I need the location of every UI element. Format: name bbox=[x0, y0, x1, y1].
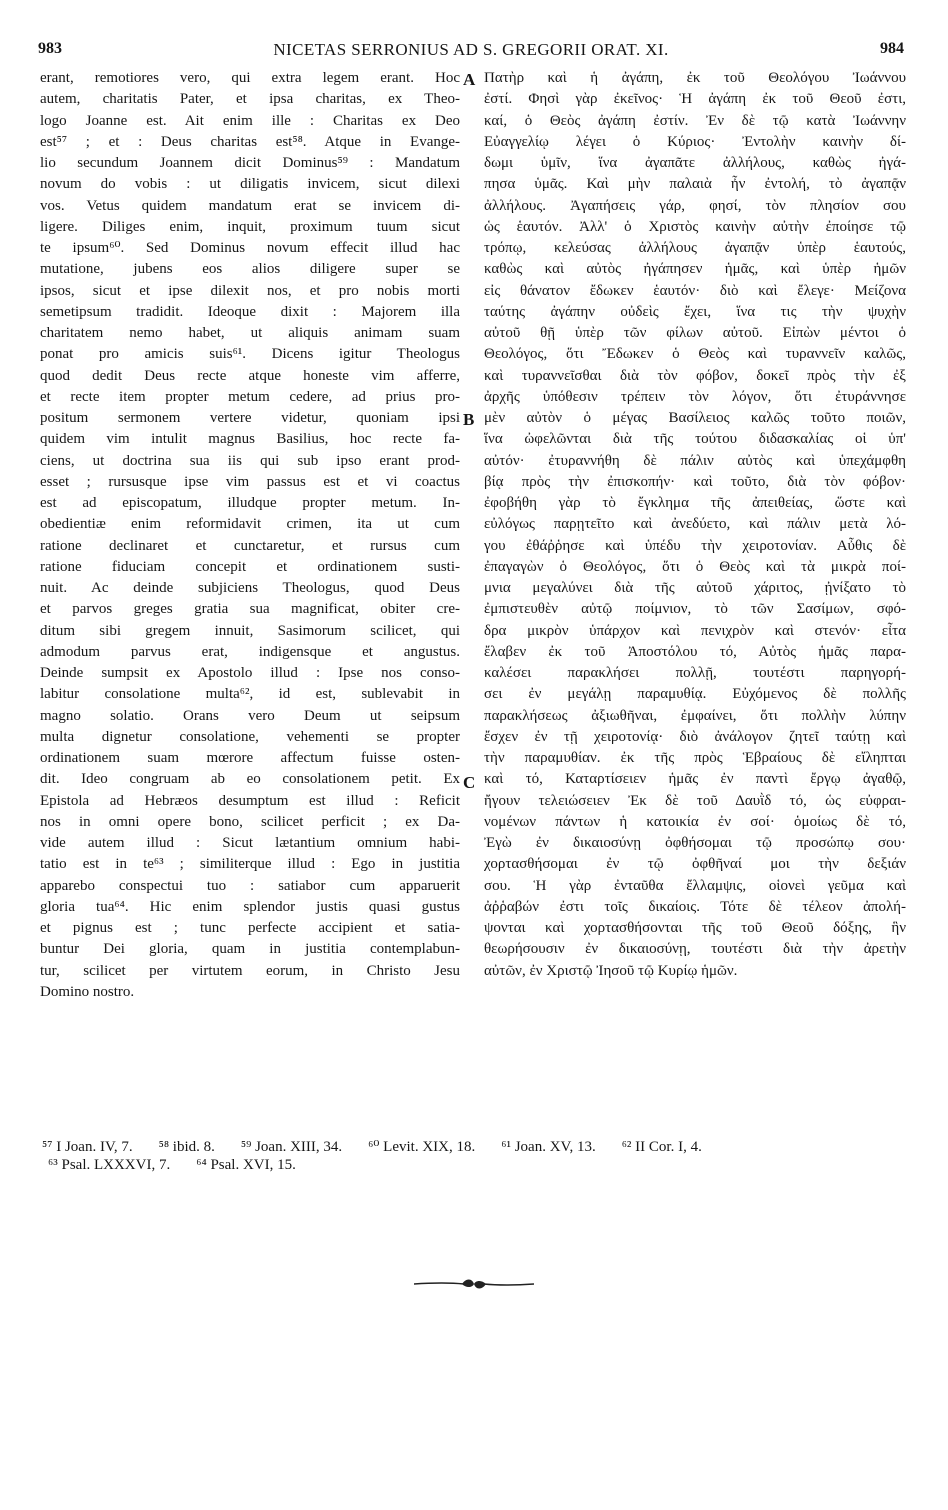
text-line: Epistola ad Hebræos desumptum est illud : Reficit bbox=[40, 792, 460, 809]
text-line: θεωρήσουσιν ἐν δικαιοσύνῃ, τουτέστι διὰ τὴν ἀρετὴν bbox=[484, 941, 906, 958]
footnote: ⁶³ Psal. LXXXVI, 7. bbox=[48, 1157, 171, 1173]
text-line: εἰς θάνατον ἔδωκεν ἑαυτόν· διὸ καὶ ἔλεγε· Μείζονα bbox=[484, 282, 906, 299]
text-line: αὐτῶν, ἐν Χριστῷ Ἰησοῦ τῷ Κυρίῳ ἡμῶν. bbox=[484, 962, 738, 979]
text-line: nuit. Ac deinde subjiciens Theologus, quod Deus bbox=[40, 580, 460, 596]
text-line: ἵνα ὠφελῶνται διὰ τῆς τούτου διδασκαλίας οἱ ὑπ' bbox=[484, 431, 906, 448]
text-line: σει ἐν μεγάλῃ παραμυθίᾳ. Εὐχόμενος δὲ πολλῆς bbox=[484, 686, 906, 703]
greek-column bbox=[484, 68, 906, 982]
text-line: lio secundum Joannem dicit Dominus⁵⁹ : Mandatum bbox=[40, 155, 460, 171]
text-line: Ἐγὼ ἐν δικαιοσύνῃ ὀφθήσομαι τῷ προσώπῳ σου· bbox=[484, 835, 906, 851]
text-line: ordinationem suam mœrore affectum fuisse osten- bbox=[40, 750, 460, 766]
text-line: tatio est in te⁶³ ; similiterque illud : Ego in justitia bbox=[40, 856, 460, 873]
text-line: Πατὴρ καὶ ἡ ἀγάπη, ἐκ τοῦ Θεολόγου Ἰωάννου bbox=[484, 70, 906, 86]
text-line: καί, ὁ Θεὸς ἀγάπη ἐστίν. Ἐν δὲ τῷ κατὰ Ἰωάννην bbox=[484, 112, 906, 129]
text-line: μνια μεγαλύνει διὰ τῆς αὐτοῦ χάριτος, ᾐνίξατο τὸ bbox=[484, 580, 906, 596]
text-line: ratione declinaret et cunctaretur, et rursus cum bbox=[40, 537, 460, 554]
text-line: ditum sibi gregem innuit, Sasimorum scilicet, qui bbox=[40, 622, 460, 639]
footnotes bbox=[42, 1138, 904, 1174]
text-line: dit. Ideo congruam ab eo consolationem petit. Ex bbox=[40, 771, 460, 788]
text-line: ligere. Diliges enim, inquit, proximum tuum sicut bbox=[40, 218, 460, 235]
footnote: ⁶¹ Joan. XV, 13. bbox=[501, 1139, 596, 1155]
text-line: ratione fiduciam concepit et ordinationem susti- bbox=[40, 558, 460, 575]
latin-column bbox=[40, 68, 460, 1003]
text-line: ψονται καὶ χορτασθήσονται τῆς τοῦ Θεοῦ δόξης, ἣν bbox=[484, 920, 906, 936]
text-line: multa dignetur consolatione, vehementi se propter bbox=[40, 728, 460, 745]
text-line: et parvos greges gratia sua magnificat, obiter cre- bbox=[40, 601, 460, 618]
text-line: μὲν αὐτὸν ὁ μέγας Βασίλειος καλῶς τοῦτο ποιῶν, bbox=[484, 410, 906, 426]
text-line: ἀλλήλους. Ἀγαπήσεις γάρ, φησί, τὸν πλησίον σου bbox=[484, 197, 906, 214]
text-line: ἤγουν τελειώσειεν Ἐκ δὲ τοῦ Δαυῒδ τό, ὡς εὐφραι- bbox=[484, 792, 906, 809]
text-line: δωμι ὑμῖν, ἵνα ἀγαπᾶτε ἀλλήλους, καθὼς ἠγά- bbox=[484, 155, 906, 171]
text-line: gloria tua⁶⁴. Hic enim splendor justis quasi gustus bbox=[40, 898, 460, 915]
footnote-line bbox=[42, 1138, 904, 1156]
text-line: εὐλόγως παρῃτεῖτο καὶ ἀνεδύετο, καὶ πάλιν μετὰ λό- bbox=[484, 516, 906, 533]
text-line: παρακλήσεως ἀξιωθῆναι, ἐμφαίνει, ὅτι πολλὴν λύπην bbox=[484, 707, 906, 724]
text-line: erant, remotiores vero, qui extra legem erant. Hoc bbox=[40, 70, 460, 86]
text-line: βίᾳ πρὸς τὴν ἐπισκοπήν· καὶ τοῦτο, διὰ τὸν φόβον· bbox=[484, 473, 906, 490]
text-line: ipsos, sicut et ipse dilexit nos, et pro nobis morti bbox=[40, 282, 460, 299]
text-line: labitur consolatione multa⁶², id est, sublevabit in bbox=[40, 686, 460, 703]
footnote: ⁵⁹ Joan. XIII, 34. bbox=[240, 1139, 343, 1155]
left-page-number: 983 bbox=[38, 40, 62, 57]
text-line: ἔσχεν ἐν τῇ χειροτονίᾳ· διὸ ἀνάλογον ζητεῖ ταύτῃ καὶ bbox=[484, 728, 906, 745]
footnote: ⁵⁸ ibid. 8. bbox=[158, 1139, 215, 1155]
text-line: ὡς ἑαυτόν. Ἀλλ' ὁ Χριστὸς καινὴν αὐτὴν ἐποίησε τῷ bbox=[484, 218, 906, 235]
text-line: te ipsum⁶⁰. Sed Dominus novum effecit illud hac bbox=[40, 240, 460, 256]
text-line: δρα μικρὸν ὑπάρχον καὶ πενιχρὸν καὶ στενόν· εἶτα bbox=[484, 622, 906, 639]
footnote: ⁵⁷ I Joan. IV, 7. bbox=[42, 1139, 133, 1155]
text-line: ταύτης ἀγάπην οὐδεὶς ἔχει, ἵνα τις τὴν ψυχὴν bbox=[484, 303, 906, 320]
text-line: ἐφοβήθη γὰρ τὸ ἔγκλημα τῆς ἀπειθείας, ὥστε καὶ bbox=[484, 495, 906, 511]
text-line: positum sermonem vertere videtur, quoniam ipsi bbox=[40, 410, 460, 426]
text-line: Θεολόγος, ὅτι Ἔδωκεν ὁ Θεὸς καὶ τυραννεῖν καλῶς, bbox=[484, 346, 906, 363]
text-line: charitatem nemo habet, ut aliquis animam suam bbox=[40, 325, 460, 341]
text-line: καλέσει παρακλήσει πολλῇ, τουτέστι παρηγορή- bbox=[484, 665, 906, 681]
text-line: αὐτόν· ἐτυραννήθη δὲ πάλιν αὐτὸς καὶ ὑπεχάμφθη bbox=[484, 452, 906, 469]
text-line: Domino nostro. bbox=[40, 983, 135, 1000]
text-line: καὶ τυραννεῖσθαι διὰ τὸν φόβον, δοκεῖ πρὸς τὴν ἐξ bbox=[484, 367, 906, 384]
text-line: πησα ὑμᾶς. Καὶ μὴν παλαιὰ ἦν ἐντολή, τὸ ἀγαπᾷν bbox=[484, 176, 906, 193]
text-line: vos. Vetus quidem mandatum erat se invicem di- bbox=[40, 197, 460, 214]
text-line: ponat pro amicis suis⁶¹. Dicens igitur Theologus bbox=[40, 346, 460, 363]
text-line: Deinde sumpsit ex Apostolo illud : Ipse nos conso- bbox=[40, 665, 460, 681]
text-line: νομένων πάντων ἡ κατοικία ἐν σοί· ὁμοίως δὲ τό, bbox=[484, 813, 906, 830]
text-line: χορτασθήσομαι ἐν τῷ ὀφθῆναί μοι τὴν δεξιάν bbox=[484, 856, 906, 873]
footnote: ⁶⁴ Psal. XVI, 15. bbox=[196, 1157, 296, 1173]
text-line: buntur Dei gloria, quam in justitia contemplabun- bbox=[40, 941, 460, 958]
text-line: et pignus est ; tunc perfecte accipient et satia- bbox=[40, 920, 460, 936]
section-marker-c: C bbox=[463, 773, 476, 792]
text-line: quidem vim intulit magnus Basilius, hoc recte fa- bbox=[40, 431, 460, 448]
text-line: semetipsum tradidit. Ideoque dixit : Majorem illa bbox=[40, 303, 460, 320]
text-line: ἐμπιστευθὲν αὐτῷ ποίμνιον, τὸ τῶν Σασίμων, σφό- bbox=[484, 601, 906, 618]
text-line: autem, charitatis Pater, et ipsa charitas, ex Theo- bbox=[40, 91, 460, 108]
footnote: ⁶² II Cor. I, 4. bbox=[621, 1139, 702, 1155]
text-line: γου ἐθάῤῥησε καὶ ὑπέδυ τὴν χειροτονίαν. Αὖθις δὲ bbox=[484, 537, 906, 554]
text-line: est⁵⁷ ; et : Deus charitas est⁵⁸. Atque in Evange- bbox=[40, 133, 460, 150]
text-line: ἔλαβεν ἐκ τοῦ Ἀποστόλου τό, Αὐτὸς ἡμᾶς παρα- bbox=[484, 643, 906, 660]
text-line: σου. Ἡ γὰρ ἐνταῦθα ἔλλαμψις, οἱονεὶ γεῦμα καὶ bbox=[484, 877, 906, 894]
ornament-divider bbox=[414, 1278, 534, 1290]
text-line: logo Joanne est. Ait enim ille : Charitas ex Deo bbox=[40, 112, 460, 129]
text-line: quod dedit Deus recte atque honeste vim afferre, bbox=[40, 367, 460, 384]
text-line: ἐπαγαγὼν ὁ Θεολόγος, ὅτι ὁ Θεὸς καὶ τὰ μικρὰ ποί- bbox=[484, 558, 906, 575]
running-title: NICETAS SERRONIUS AD S. GREGORII ORAT. XI. bbox=[273, 40, 669, 59]
right-page-number: 984 bbox=[880, 40, 904, 57]
text-line: apparebo conspectui tuo : satiabor cum apparuerit bbox=[40, 877, 460, 894]
text-line: Εὐαγγελίῳ λέγει ὁ Κύριος· Ἐντολὴν καινὴν δί- bbox=[484, 133, 906, 150]
section-marker-b: B bbox=[463, 410, 475, 429]
text-line: καθὼς καὶ αὐτὸς ἠγάπησεν ἡμᾶς, καὶ ὑπὲρ ἡμῶν bbox=[484, 261, 906, 278]
text-line: ἐστί. Φησὶ γὰρ ἐκεῖνος· Ἡ ἀγάπη ἐκ τοῦ Θεοῦ ἐστι, bbox=[484, 91, 906, 108]
text-line: καὶ τό, Καταρτίσειεν ἡμᾶς ἐν παντὶ ἔργῳ ἀγαθῷ, bbox=[484, 771, 906, 788]
text-line: et recte item propter metum cedere, ad prius pro- bbox=[40, 388, 460, 405]
text-line: τὴν παραμυθίαν. ἐκ τῆς πρὸς Ἑβραίους δὲ εἴληπται bbox=[484, 750, 906, 766]
text-line: ἀρχῆς ὑπόθεσιν τρέπειν τὸν λόγον, ὅτι ἐτυράννησε bbox=[484, 388, 906, 405]
text-line: vide autem illud : Sicut lætantium omnium habi- bbox=[40, 835, 460, 851]
text-line: obedientiæ enim reformidavit crimen, ita ut cum bbox=[40, 516, 460, 533]
text-line: magno solatio. Orans vero Deum ut seipsum bbox=[40, 707, 460, 724]
text-line: novum do vobis : ut diligatis invicem, sicut dilexi bbox=[40, 176, 460, 193]
text-line: esset ; rursusque ipse vim passus est et vi coactus bbox=[40, 473, 460, 490]
text-line: nos in omni opere bono, scilicet perficit ; ex Da- bbox=[40, 813, 460, 830]
footnote: ⁶⁰ Levit. XIX, 18. bbox=[368, 1139, 476, 1155]
text-line: admodum parvus erat, indigensque et angustus. bbox=[40, 643, 460, 660]
text-line: ciens, ut doctrina sua iis qui sub ipso erant prod- bbox=[40, 452, 460, 469]
text-line: ἀῤῥαβών ἐστι τοῖς δικαίοις. Τότε δὲ τέλεον ἀπολή- bbox=[484, 898, 906, 915]
section-marker-a: A bbox=[463, 70, 476, 89]
text-line: tur, scilicet per virtutem eorum, in Christo Jesu bbox=[40, 962, 460, 979]
footnote-line bbox=[42, 1156, 904, 1174]
text-line: αὐτοῦ θῇ ὑπὲρ τῶν φίλων αὐτοῦ. Εἰπὼν μέντοι ὁ bbox=[484, 325, 906, 341]
text-line: est ad episcopatum, illudque propter metum. In- bbox=[40, 495, 460, 511]
text-line: τρόπῳ, κελεύσας ἀλλήλους ἀγαπᾷν ὑπὲρ ἑαυτούς, bbox=[484, 240, 906, 256]
running-header bbox=[38, 40, 904, 68]
text-line: mutatione, jubens eos alios diligere super se bbox=[40, 261, 460, 278]
